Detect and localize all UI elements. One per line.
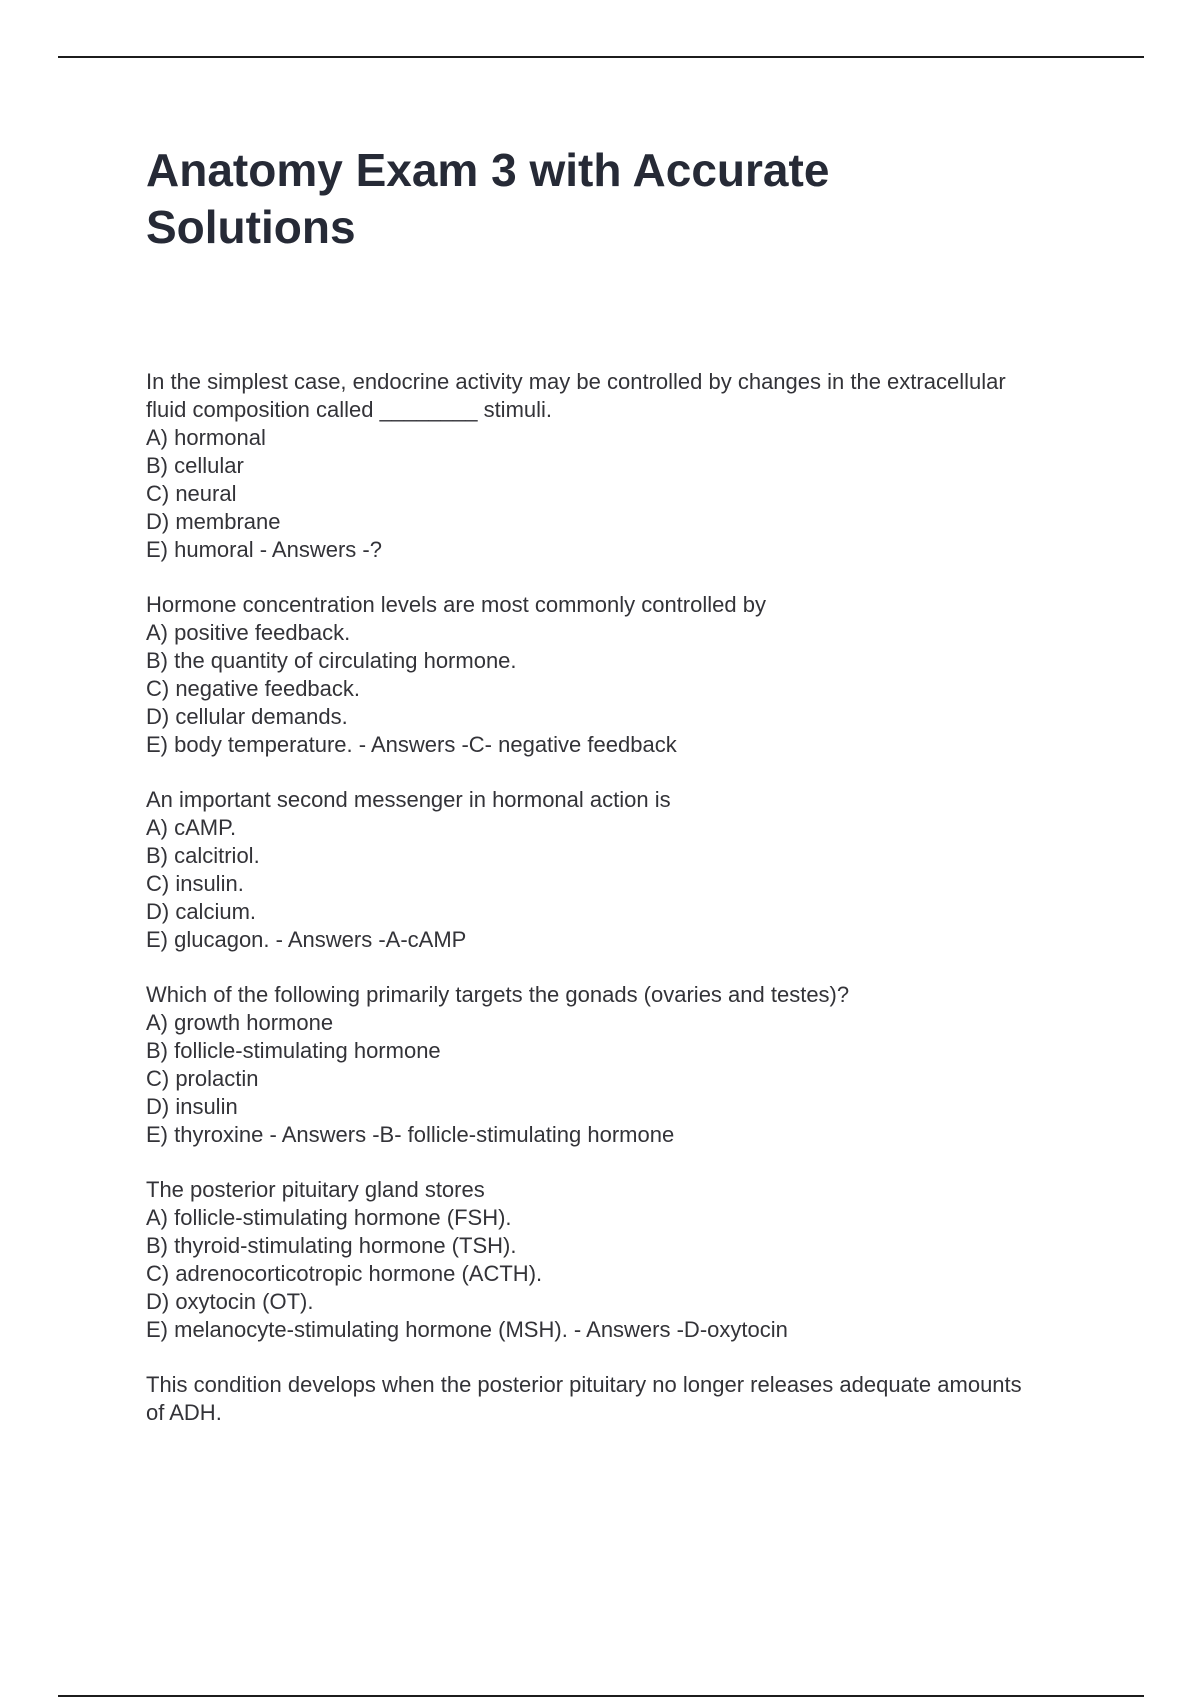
question-4 [146, 981, 1046, 1149]
bottom-divider [58, 1695, 1144, 1697]
answer-option-c: C) neural [146, 481, 237, 506]
answer-option-d: D) insulin [146, 1094, 238, 1119]
answer-option-d: D) membrane [146, 509, 281, 534]
answer-option-a: A) positive feedback. [146, 620, 351, 645]
answer-option-b: B) cellular [146, 453, 244, 478]
answer-option-b: B) follicle-stimulating hormone [146, 1038, 441, 1063]
answer-option-d: D) calcium. [146, 899, 257, 924]
answer-option-c: C) adrenocorticotropic hormone (ACTH). [146, 1261, 543, 1286]
answer-option-a: A) cAMP. [146, 815, 237, 840]
question-stem: An important second messenger in hormonal action is [146, 787, 671, 812]
answer-option-c: C) negative feedback. [146, 676, 361, 701]
answer-option-a: A) hormonal [146, 425, 266, 450]
question-stem: Which of the following primarily targets the gonads (ovaries and testes)? [146, 982, 850, 1007]
answer-option-d: D) oxytocin (OT). [146, 1289, 314, 1314]
answer-option-c: C) insulin. [146, 871, 244, 896]
answer-option-e-with-answer: E) body temperature. - Answers -C- negative feedback [146, 732, 677, 757]
answer-option-c: C) prolactin [146, 1066, 259, 1091]
answer-option-b: B) thyroid-stimulating hormone (TSH). [146, 1233, 517, 1258]
question-6 [146, 1371, 1046, 1427]
question-stem: This condition develops when the posterior pituitary no longer releases adequate amounts of ADH. [146, 1372, 1022, 1425]
question-3 [146, 786, 1046, 954]
answer-option-e-with-answer: E) humoral - Answers -? [146, 537, 382, 562]
question-stem: The posterior pituitary gland stores [146, 1177, 485, 1202]
document-title: Anatomy Exam 3 with Accurate Solutions [146, 144, 830, 253]
answer-option-d: D) cellular demands. [146, 704, 348, 729]
question-list [146, 368, 1046, 1454]
answer-option-b: B) calcitriol. [146, 843, 260, 868]
top-divider [58, 56, 1144, 58]
answer-option-a: A) growth hormone [146, 1010, 334, 1035]
answer-option-e-with-answer: E) melanocyte-stimulating hormone (MSH). - Answers -D-oxytocin [146, 1317, 788, 1342]
question-5 [146, 1176, 1046, 1344]
answer-option-b: B) the quantity of circulating hormone. [146, 648, 517, 673]
answer-option-e-with-answer: E) glucagon. - Answers -A-cAMP [146, 927, 467, 952]
question-1 [146, 368, 1046, 564]
question-2 [146, 591, 1046, 759]
answer-option-a: A) follicle-stimulating hormone (FSH). [146, 1205, 512, 1230]
question-stem: In the simplest case, endocrine activity may be controlled by changes in the extracellular fluid composition called ________ stimuli. [146, 369, 1006, 422]
answer-option-e-with-answer: E) thyroxine - Answers -B- follicle-stimulating hormone [146, 1122, 675, 1147]
question-stem: Hormone concentration levels are most commonly controlled by [146, 592, 766, 617]
